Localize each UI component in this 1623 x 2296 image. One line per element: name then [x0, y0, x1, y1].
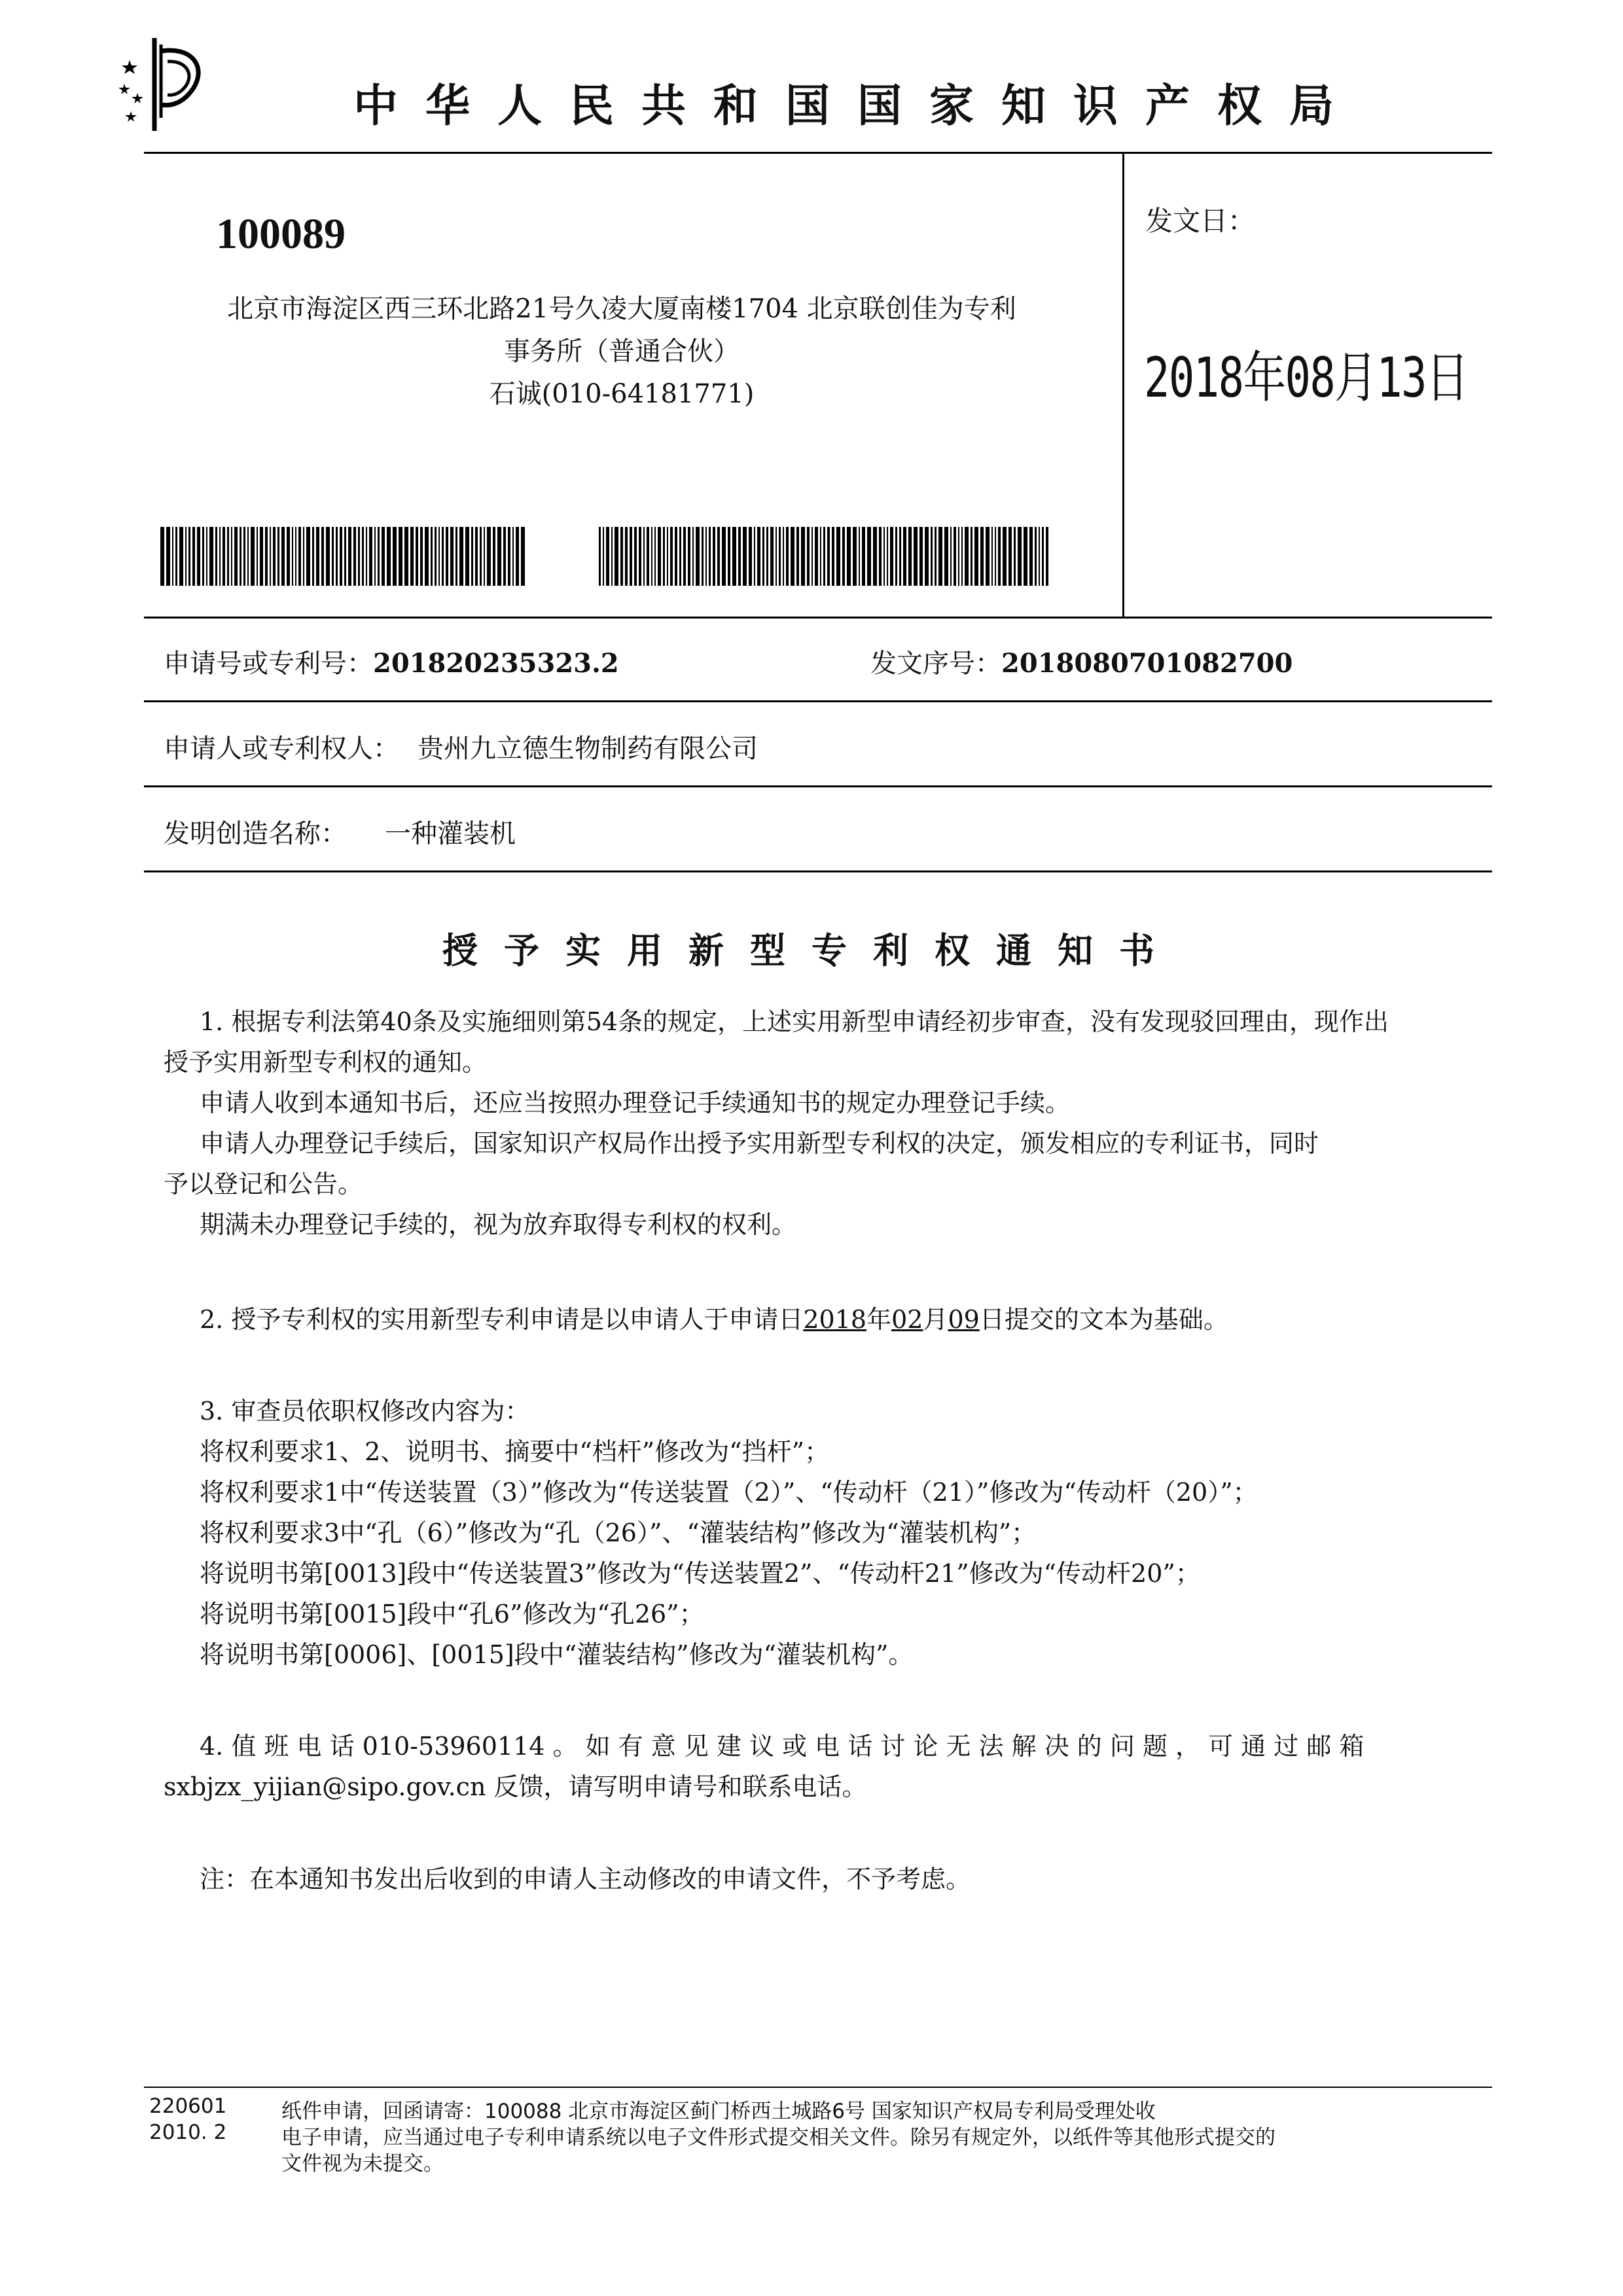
barcode-bar [625, 527, 628, 586]
field-divider-1 [144, 700, 1492, 702]
barcode-bar [369, 527, 372, 586]
barcode-bar [732, 527, 736, 586]
barcode-bar [651, 527, 652, 586]
application-number: 201820235323.2 [373, 648, 619, 679]
barcode-bar [516, 527, 519, 586]
barcode-bar [815, 527, 818, 586]
barcode-bar [705, 527, 707, 586]
barcode-bar [986, 527, 990, 586]
barcode-bar [908, 527, 912, 586]
barcode-bar [416, 527, 418, 586]
barcode-bar [287, 527, 290, 586]
barcode-bar [292, 527, 293, 586]
barcode-bar [431, 527, 433, 586]
barcode-bar [374, 527, 376, 586]
barcode-bar [944, 527, 948, 586]
barcode-bar [306, 527, 310, 586]
footer-line1: 纸件申请，回函请寄：100088 北京市海淀区蓟门桥西土城路6号 国家知识产权局专利局受理处收 [281, 2100, 1156, 2123]
header-divider [144, 152, 1492, 154]
barcode-bar [215, 527, 217, 586]
barcode-bar [679, 527, 681, 586]
barcode-bar [995, 527, 996, 586]
barcode-bar [303, 527, 304, 586]
barcode-bar [1029, 527, 1033, 586]
para2 [200, 1299, 1228, 1340]
barcode-bar [493, 527, 495, 586]
barcode-bar [340, 527, 342, 586]
para3-line1: 3. 审查员依职权修改内容为： [200, 1397, 530, 1426]
barcode-bar [766, 527, 768, 586]
barcode-bar [316, 527, 319, 586]
barcode-bar [382, 527, 385, 586]
barcode-bar [192, 527, 195, 586]
barcode-bar [512, 527, 514, 586]
barcode-bar [738, 527, 741, 586]
para1-line4: 申请人办理登记手续后，国家知识产权局作出授予实用新型专利权的决定，颁发相应的专利证书，同时 [200, 1129, 1319, 1158]
barcode-bar [743, 527, 747, 586]
barcode-bar [823, 527, 825, 586]
barcode-bar [197, 527, 200, 586]
barcode-bar [410, 527, 414, 586]
barcode-bar [1008, 527, 1012, 586]
para4-line2: sxbjzx_yijian@sipo.gov.cn 反馈，请写明申请号和联系电话。 [164, 1772, 867, 1801]
barcode-bar [332, 527, 334, 586]
footer-code-1: 220601 [149, 2094, 227, 2118]
barcode-bar [227, 527, 229, 586]
recipient-postcode: 100089 [216, 210, 346, 258]
barcode-bar [807, 527, 810, 586]
barcode-bar [611, 527, 613, 586]
barcode-bar [820, 527, 821, 586]
barcode-bar [991, 527, 993, 586]
barcode-bar [667, 527, 668, 586]
barcode-bar [603, 527, 604, 586]
barcode-bar [295, 527, 296, 586]
barcode-bar [471, 527, 473, 586]
barcode-bar [1039, 527, 1040, 586]
para1-line6: 期满未办理登记手续的，视为放弃取得专利权的权利。 [200, 1210, 797, 1239]
barcode-bar [890, 527, 893, 586]
barcode-bar [358, 527, 360, 586]
para2-suffix: 日提交的文本为基础。 [979, 1305, 1228, 1334]
barcode-bar [791, 527, 794, 586]
barcode-bar [260, 527, 264, 586]
barcode-bar [919, 527, 923, 586]
barcode-bar [728, 527, 730, 586]
barcode-bar [270, 527, 271, 586]
barcode-bar [298, 527, 301, 586]
barcode-bar [958, 527, 959, 586]
para3-line4: 将权利要求3中“孔（6）”修改为“孔（26）”、“灌装结构”修改为“灌装机构”； [200, 1518, 1037, 1547]
barcode-bar [362, 527, 364, 586]
barcode-bar [348, 527, 351, 586]
recipient-address-line2: 事务所（普通合伙） [504, 336, 740, 367]
barcode-bar [658, 527, 661, 586]
issue-date-divider [1122, 152, 1124, 618]
barcode-bar [503, 527, 506, 586]
barcode-bar [786, 527, 789, 586]
barcode-bar [1035, 527, 1037, 586]
barcode-bar [257, 527, 258, 586]
barcode-bar [265, 527, 268, 586]
barcode-bar [188, 527, 190, 586]
barcode-bar [862, 527, 865, 586]
barcode-bar [713, 527, 715, 586]
barcode-bar [974, 527, 978, 586]
barcode-bar [435, 527, 437, 586]
filing-month-unit: 月 [923, 1305, 948, 1334]
footer-code-2: 2010. 2 [149, 2121, 227, 2144]
cnipa-logo-icon [118, 33, 209, 137]
barcode-bar [683, 527, 686, 586]
para3-line2: 将权利要求1、2、说明书、摘要中“档杆”修改为“挡杆”； [200, 1437, 830, 1466]
barcode-bar [175, 527, 177, 586]
barcode-bar [450, 527, 454, 586]
barcode-bar [487, 527, 491, 586]
barcode-bar [480, 527, 482, 586]
barcode-bar [223, 527, 225, 586]
barcode-bar [231, 527, 232, 586]
barcode-bar [899, 527, 901, 586]
application-number-field [164, 643, 619, 680]
field-divider-3 [144, 870, 1492, 872]
recipient-address-line1: 北京市海淀区西三环北路21号久凌大厦南楼1704 北京联创佳为专利 [227, 294, 1016, 324]
office-title: 中华人民共和国国家知识产权局 [353, 81, 1362, 132]
barcode-bar [366, 527, 367, 586]
address-block-divider [144, 617, 1492, 619]
barcode-bar [663, 527, 665, 586]
barcode-bar [762, 527, 764, 586]
barcode-bar [438, 527, 440, 586]
barcode-bar [353, 527, 356, 586]
barcode-bar [980, 527, 984, 586]
barcode-bar [757, 527, 760, 586]
para3-line3: 将权利要求1中“传送装置（3）”修改为“传送装置（2）”、“传动杆（21）”修改为“传动杆（20）”； [200, 1478, 1258, 1507]
barcode-bar [166, 527, 170, 586]
recipient-contact: 石诚(010-64181771) [489, 379, 755, 409]
barcode-bar [484, 527, 485, 586]
para3-line7: 将说明书第[0006]、[0015]段中“灌装结构”修改为“灌装机构”。 [200, 1640, 914, 1669]
applicant-field [164, 728, 758, 765]
barcode-bar [832, 527, 834, 586]
barcode-bar [842, 527, 845, 586]
barcode-bar [399, 527, 402, 586]
barcode-bar [455, 527, 457, 586]
para3-line5: 将说明书第[0013]段中“传送装置3”修改为“传送装置2”、“传动杆21”修改为“传动杆20”； [200, 1559, 1200, 1588]
barcode-bar [206, 527, 207, 586]
barcode-bar [393, 527, 397, 586]
barcode-bar [853, 527, 857, 586]
barcode-bar [965, 527, 969, 586]
barcode-bar [938, 527, 942, 586]
invention-field [164, 813, 516, 850]
filing-year: 2018 [803, 1305, 867, 1334]
field-divider-2 [144, 785, 1492, 787]
barcode-bar [273, 527, 276, 586]
barcode-bar [615, 527, 618, 586]
barcode-bar [497, 527, 501, 586]
barcode-bar [754, 527, 755, 586]
barcode-bar [692, 527, 694, 586]
barcode-bar [312, 527, 314, 586]
barcode-left [160, 527, 527, 586]
barcode-bar [508, 527, 510, 586]
barcode-bar [783, 527, 784, 586]
barcode-bar [459, 527, 463, 586]
barcode-bar [179, 527, 183, 586]
barcode-bar [277, 527, 279, 586]
barcode-bar [606, 527, 609, 586]
applicant-label: 申请人或专利权人： [164, 734, 399, 764]
barcode-bar [931, 527, 933, 586]
barcode-bar [344, 527, 346, 586]
barcode-bar [172, 527, 173, 586]
barcode-bar [202, 527, 204, 586]
barcode-bar [873, 527, 877, 586]
para1-line5: 予以登记和公告。 [164, 1170, 363, 1198]
barcode-bar [776, 527, 777, 586]
barcode-bar [836, 527, 840, 586]
barcode-bar [643, 527, 645, 586]
issue-date: 2018年08月13日 [1144, 346, 1468, 410]
barcode-bar [847, 527, 851, 586]
barcode-bar [387, 527, 391, 586]
barcode-bar [954, 527, 956, 586]
para1-line3: 申请人收到本通知书后，还应当按照办理登记手续通知书的规定办理登记手续。 [200, 1088, 1071, 1117]
barcode-bar [234, 527, 238, 586]
barcode-bar [717, 527, 720, 586]
barcode-bar [675, 527, 677, 586]
barcode-bar [779, 527, 781, 586]
barcode-bar [914, 527, 918, 586]
barcode-bar [887, 527, 888, 586]
barcode-bar [160, 527, 164, 586]
barcode-bar [770, 527, 774, 586]
barcode-bar [925, 527, 929, 586]
barcode-bar [722, 527, 726, 586]
barcode-bar [326, 527, 330, 586]
barcode-bar [859, 527, 860, 586]
serial-number-field [870, 643, 1293, 680]
barcode-bar [219, 527, 221, 586]
barcode-bar [702, 527, 704, 586]
para3-line6: 将说明书第[0015]段中“孔6”修改为“孔26”； [200, 1600, 704, 1628]
barcode-bar [883, 527, 885, 586]
barcode-bar [251, 527, 255, 586]
barcode-bar [475, 527, 478, 586]
barcode-bar [827, 527, 830, 586]
barcode-bar [336, 527, 338, 586]
issue-date-label: 发文日： [1145, 205, 1256, 237]
barcode-bar [639, 527, 641, 586]
barcode-bar [243, 527, 245, 586]
barcode-bar [1046, 527, 1048, 586]
footer-divider [144, 2087, 1492, 2088]
footer-line3: 文件视为未提交。 [281, 2152, 444, 2176]
barcode-bar [240, 527, 241, 586]
para1-line2: 授予实用新型专利权的通知。 [164, 1048, 488, 1077]
barcode-bar [321, 527, 324, 586]
barcode-bar [620, 527, 623, 586]
barcode-bar [801, 527, 805, 586]
barcode-bar [425, 527, 429, 586]
barcode-bar [521, 527, 525, 586]
barcode-bar [971, 527, 972, 586]
barcode-bar [998, 527, 1001, 586]
barcode-bar [961, 527, 963, 586]
barcode-bar [654, 527, 656, 586]
serial-number: 2018080701082700 [1001, 648, 1293, 679]
barcode-bar [696, 527, 700, 586]
serial-number-label: 发文序号： [870, 649, 1001, 679]
barcode-bar [630, 527, 632, 586]
barcode-bar [378, 527, 380, 586]
barcode-bar [950, 527, 952, 586]
invention-name: 一种灌装机 [385, 819, 516, 849]
barcode-bar [446, 527, 449, 586]
barcode-bar [209, 527, 213, 586]
note: 注：在本通知书发出后收到的申请人主动修改的申请文件，不予考虑。 [200, 1865, 971, 1893]
barcode-bar [185, 527, 187, 586]
barcode-right [599, 527, 1050, 586]
barcode-bar [749, 527, 752, 586]
barcode-bar [1042, 527, 1044, 586]
barcode-bar [903, 527, 906, 586]
barcode-bar [935, 527, 936, 586]
barcode-bar [867, 527, 871, 586]
notice-title: 授予实用新型专利权通知书 [442, 930, 1181, 971]
footer-line2: 电子申请，应当通过电子专利申请系统以电子文件形式提交相关文件。除另有规定外，以纸件等其他形式提交的 [281, 2126, 1275, 2149]
barcode-bar [420, 527, 423, 586]
para1-line1: 1. 根据专利法第40条及实施细则第54条的规定，上述实用新型申请经初步审查，没有发现驳回理由，现作出 [200, 1007, 1389, 1036]
barcode-bar [670, 527, 673, 586]
barcode-bar [812, 527, 813, 586]
barcode-bar [634, 527, 637, 586]
filing-month: 02 [891, 1305, 923, 1334]
applicant-name: 贵州九立德生物制药有限公司 [418, 734, 758, 764]
barcode-bar [404, 527, 408, 586]
barcode-bar [709, 527, 711, 586]
filing-year-unit: 年 [866, 1305, 892, 1334]
barcode-bar [1014, 527, 1016, 586]
barcode-bar [599, 527, 601, 586]
barcode-bar [647, 527, 649, 586]
invention-label: 发明创造名称： [164, 819, 347, 849]
barcode-bar [1018, 527, 1022, 586]
barcode-bar [688, 527, 690, 586]
para2-prefix: 2. 授予专利权的实用新型专利申请是以申请人于申请日 [200, 1305, 804, 1334]
application-number-label: 申请号或专利号： [164, 649, 373, 679]
barcode-bar [796, 527, 799, 586]
para4-line1: 4. 值 班 电 话 010-53960114 。 如 有 意 见 建 议 或 电 话 讨 论 无 法 解 决 的 问 题 ， 可 通 过 邮 箱 [200, 1732, 1364, 1761]
barcode-bar [1003, 527, 1007, 586]
barcode-bar [895, 527, 897, 586]
barcode-bar [247, 527, 249, 586]
barcode-bar [1024, 527, 1027, 586]
filing-day: 09 [948, 1305, 980, 1334]
barcode-bar [465, 527, 469, 586]
barcode-bar [442, 527, 444, 586]
barcode-bar [281, 527, 285, 586]
barcode-bar [879, 527, 882, 586]
